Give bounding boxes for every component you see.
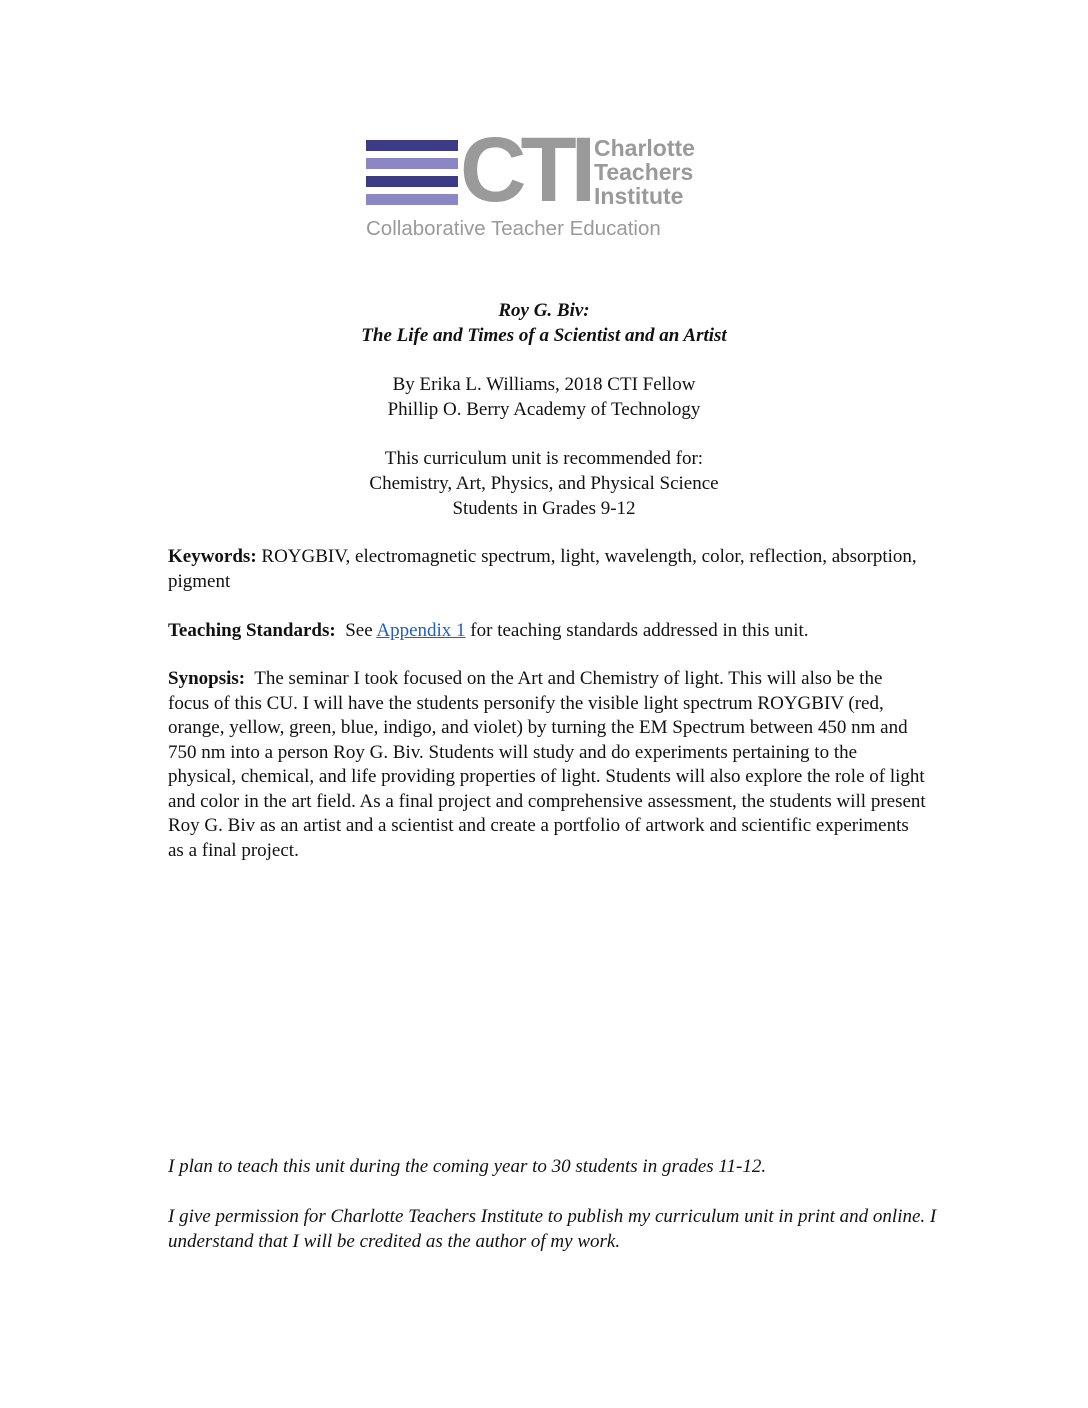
standards-see: See: [335, 620, 377, 641]
plan-statement: I plan to teach this unit during the coming year to 30 students in grades 11-12.: [168, 1156, 767, 1177]
appendix-1-link[interactable]: Appendix 1: [376, 620, 466, 641]
unit-title: [0, 298, 1088, 348]
standards-after: for teaching standards addressed in this unit.: [465, 620, 809, 641]
standards-label: Teaching Standards:: [168, 620, 336, 641]
keywords-label: Keywords:: [168, 546, 257, 567]
recommendation-subjects: Chemistry, Art, Physics, and Physical Science: [369, 473, 719, 494]
title-line-1: Roy G. Biv:: [498, 300, 590, 321]
logo-name-line: Teachers: [594, 159, 694, 185]
author-school: Phillip O. Berry Academy of Technology: [387, 399, 701, 420]
logo-stripe: [366, 158, 458, 169]
logo-name-line: Institute: [594, 183, 684, 209]
logo-stripe: [366, 176, 458, 187]
title-line-2: The Life and Times of a Scientist and an Artist: [361, 325, 727, 346]
keywords-text: ROYGBIV, electromagnetic spectrum, light, wavelength, color, reflection, absorption, pigment: [168, 546, 917, 592]
synopsis-text: The seminar I took focused on the Art and Chemistry of light. This will also be the focus of this CU. I will have the students personify the visible light spectrum ROYGBIV (red, orange, yellow, green, blue, indigo, and violet) by turning the EM Spectrum between 450 nm and 750 nm into a person Roy G. Biv. Students will study and do experiments pertaining to the physical, chemical, and life providing properties of light. Students will also explore the role of light and color in the art field. As a final project and comprehensive assessment, the students will present Roy G. Biv as an artist and a scientist and create a portfolio of artwork and scientific experiments as a final project.: [168, 668, 931, 861]
logo-stripe: [366, 194, 458, 205]
recommendation-intro: This curriculum unit is recommended for:: [384, 448, 704, 469]
author-byline: By Erika L. Williams, 2018 CTI Fellow: [392, 374, 696, 395]
logo-mark: CTI: [460, 119, 591, 221]
synopsis-label: Synopsis:: [168, 668, 246, 689]
recommendation-block: [0, 446, 1088, 521]
logo-stripe: [366, 140, 458, 151]
logo-tagline: Collaborative Teacher Education: [366, 217, 661, 240]
standards-paragraph: [168, 619, 928, 644]
permission-statement: I give permission for Charlotte Teachers Institute to publish my curriculum unit in print and online. I understand that I will be credited as the author of my work.: [168, 1206, 937, 1252]
logo-name: [594, 136, 695, 208]
recommendation-grades: Students in Grades 9-12: [452, 498, 636, 519]
author-block: [0, 372, 1088, 422]
synopsis-paragraph: [168, 667, 931, 863]
keywords-paragraph: [168, 545, 928, 594]
logo-name-line: Charlotte: [594, 135, 695, 161]
cti-logo: [366, 119, 722, 242]
